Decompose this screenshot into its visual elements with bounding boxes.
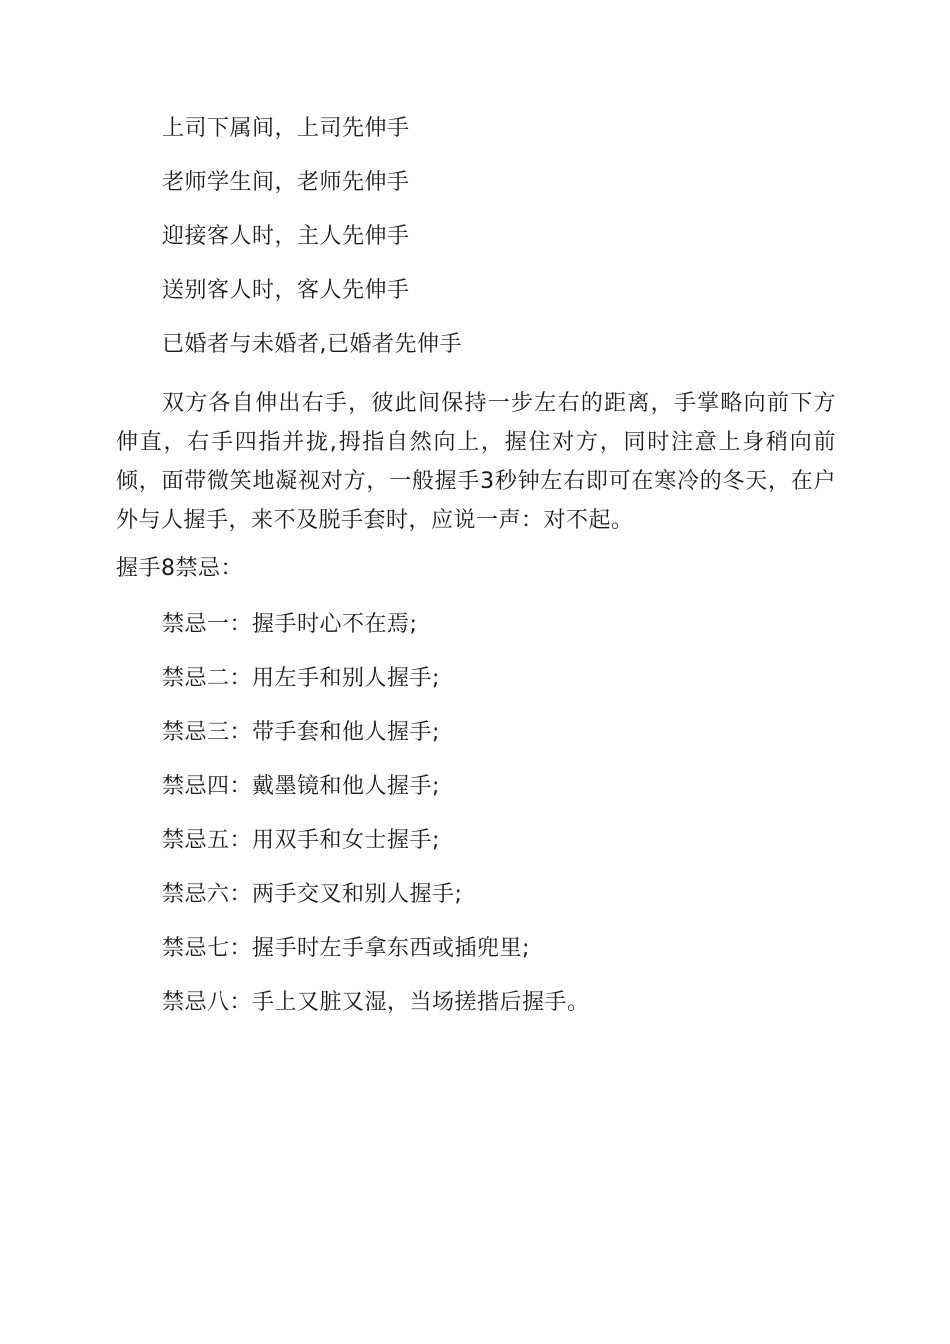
method-paragraph: 双方各自伸出右手，彼此间保持一步左右的距离，手掌略向前下方伸直，右手四指并拢,拇指自然向上，握住对方，同时注意上身稍向前倾，面带微笑地凝视对方，一般握手3秒钟左右即可在寒冷的冬天，在户外与人握手，来不及脱手套时，应说一声：对不起。 xyxy=(116,391,836,533)
taboo-item: 禁忌六：两手交叉和别人握手; xyxy=(162,882,463,907)
rule-line: 已婚者与未婚者,已婚者先伸手 xyxy=(162,332,462,357)
rule-line: 送别客人时，客人先伸手 xyxy=(162,278,410,303)
taboos-heading: 握手8禁忌： xyxy=(116,556,243,581)
taboo-item: 禁忌二：用左手和别人握手; xyxy=(162,666,440,691)
rule-line: 迎接客人时，主人先伸手 xyxy=(162,224,410,249)
taboo-item: 禁忌一：握手时心不在焉; xyxy=(162,612,418,637)
rule-line: 老师学生间，老师先伸手 xyxy=(162,170,410,195)
taboo-item: 禁忌七：握手时左手拿东西或插兜里; xyxy=(162,936,530,961)
taboo-item: 禁忌八：手上又脏又湿，当场搓揩后握手。 xyxy=(162,990,590,1015)
taboo-item: 禁忌三：带手套和他人握手; xyxy=(162,720,440,745)
taboo-item: 禁忌四：戴墨镜和他人握手; xyxy=(162,774,440,799)
taboo-item: 禁忌五：用双手和女士握手; xyxy=(162,828,440,853)
rule-line: 上司下属间，上司先伸手 xyxy=(162,116,410,141)
